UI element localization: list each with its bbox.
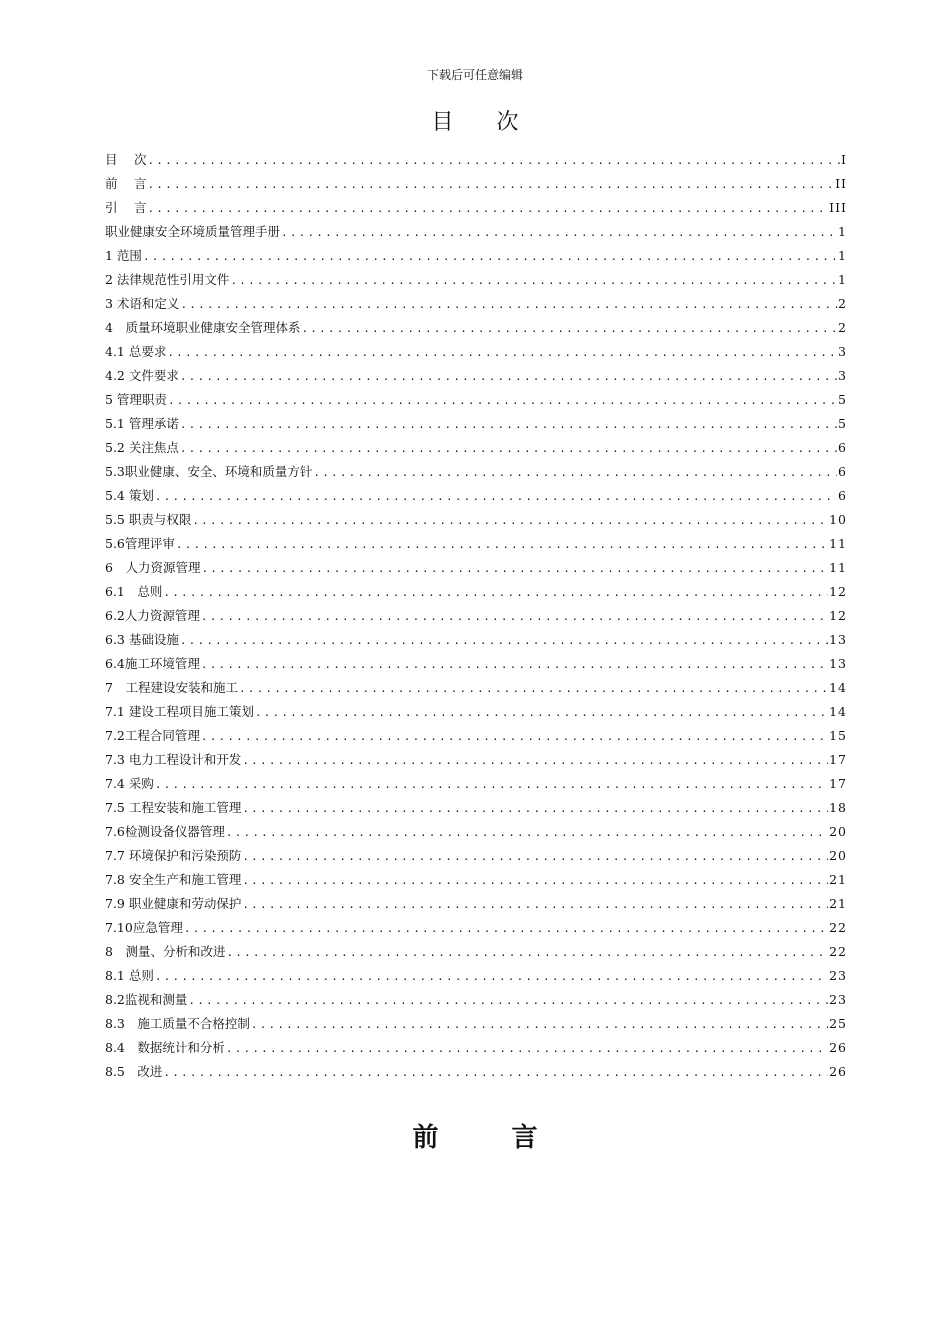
toc-entry[interactable]: [105, 988, 847, 1012]
toc-entry[interactable]: [105, 676, 847, 700]
toc-entry-label: 8 测量、分析和改进: [105, 944, 226, 959]
toc-entry[interactable]: [105, 772, 847, 796]
toc-entry[interactable]: [105, 844, 847, 868]
toc-entry-page-number: 26: [829, 1040, 847, 1055]
toc-entry-label: 5.5 职责与权限: [105, 512, 192, 527]
toc-dot-leader: [242, 869, 828, 892]
toc-entry[interactable]: [105, 628, 847, 652]
toc-dot-leader: [155, 485, 837, 508]
toc-entry-label: 8.3 施工质量不合格控制: [105, 1016, 250, 1031]
toc-entry-page-number: 17: [829, 776, 847, 791]
toc-dot-leader: [201, 653, 828, 676]
toc-entry[interactable]: [105, 340, 847, 364]
toc-entry-page-number: 21: [829, 896, 847, 911]
toc-entry-page-number: 13: [829, 632, 847, 647]
toc-entry[interactable]: [105, 412, 847, 436]
toc-entry[interactable]: [105, 364, 847, 388]
toc-entry[interactable]: [105, 196, 847, 220]
toc-entry-page-number: 10: [829, 512, 847, 527]
toc-entry-label: 7.8 安全生产和施工管理: [105, 872, 242, 887]
toc-entry[interactable]: [105, 916, 847, 940]
toc-entry-page-number: III: [829, 200, 847, 215]
toc-entry[interactable]: [105, 244, 847, 268]
toc-dot-leader: [255, 701, 828, 724]
toc-entry-page-number: 23: [829, 968, 847, 983]
toc-entry[interactable]: [105, 868, 847, 892]
toc-entry-page-number: 6: [838, 440, 847, 455]
toc-dot-leader: [188, 989, 828, 1012]
toc-entry-label: 8.2监视和测量: [105, 992, 188, 1007]
toc-entry-label: 职业健康安全环境质量管理手册: [105, 224, 281, 239]
toc-entry-page-number: 1: [838, 248, 847, 263]
toc-entry-page-number: 25: [829, 1016, 847, 1031]
table-of-contents: [105, 148, 847, 1084]
toc-dot-leader: [155, 773, 828, 796]
toc-dot-leader: [226, 941, 828, 964]
toc-dot-leader: [226, 821, 828, 844]
toc-entry-page-number: 11: [829, 536, 847, 551]
toc-entry-label: 7.7 环境保护和污染预防: [105, 848, 242, 863]
toc-entry[interactable]: [105, 268, 847, 292]
toc-entry-page-number: 6: [838, 488, 847, 503]
toc-entry-label: 目 次: [105, 152, 147, 167]
toc-dot-leader: [242, 797, 828, 820]
toc-entry[interactable]: [105, 940, 847, 964]
toc-dot-leader: [242, 749, 828, 772]
toc-entry[interactable]: [105, 964, 847, 988]
header-note: 下载后可任意编辑: [426, 68, 523, 82]
toc-entry-label: 6.1 总则: [105, 584, 163, 599]
toc-entry[interactable]: [105, 436, 847, 460]
toc-entry-page-number: 3: [838, 368, 847, 383]
toc-entry[interactable]: [105, 484, 847, 508]
toc-dot-leader: [251, 1013, 828, 1036]
toc-entry-page-number: 11: [829, 560, 847, 575]
toc-entry[interactable]: [105, 796, 847, 820]
toc-dot-leader: [242, 845, 828, 868]
toc-entry-label: 3 术语和定义: [105, 296, 180, 311]
toc-dot-leader: [147, 173, 834, 196]
toc-entry-label: 7.9 职业健康和劳动保护: [105, 896, 242, 911]
toc-entry-label: 8.4 数据统计和分析: [105, 1040, 225, 1055]
toc-entry-label: 7.4 采购: [105, 776, 154, 791]
toc-dot-leader: [180, 293, 837, 316]
toc-dot-leader: [201, 605, 828, 628]
toc-dot-leader: [168, 389, 837, 412]
toc-dot-leader: [155, 965, 828, 988]
toc-entry-label: 7.6检测设备仪器管理: [105, 824, 225, 839]
toc-entry-label: 4.1 总要求: [105, 344, 167, 359]
toc-entry[interactable]: [105, 1012, 847, 1036]
toc-entry-label: 7.10应急管理: [105, 920, 183, 935]
toc-entry[interactable]: [105, 460, 847, 484]
toc-entry-page-number: 14: [829, 704, 847, 719]
toc-entry[interactable]: [105, 316, 847, 340]
toc-entry-page-number: 18: [829, 800, 847, 815]
toc-entry-page-number: 5: [838, 392, 847, 407]
toc-entry-label: 5.4 策划: [105, 488, 154, 503]
toc-entry-label: 6.4施工环境管理: [105, 656, 200, 671]
toc-entry-label: 4.2 文件要求: [105, 368, 179, 383]
toc-entry-label: 7.5 工程安装和施工管理: [105, 800, 242, 815]
toc-entry-page-number: 17: [829, 752, 847, 767]
toc-dot-leader: [147, 149, 840, 172]
toc-entry-page-number: 20: [829, 824, 847, 839]
toc-entry-label: 引 言: [105, 200, 147, 215]
toc-entry-label: 8.5 改进: [105, 1064, 163, 1079]
toc-entry-label: 8.1 总则: [105, 968, 154, 983]
toc-entry-label: 5.6管理评审: [105, 536, 175, 551]
toc-entry-page-number: 2: [838, 296, 847, 311]
toc-entry-page-number: 22: [829, 920, 847, 935]
toc-entry-page-number: 13: [829, 656, 847, 671]
toc-entry-label: 1 范围: [105, 248, 142, 263]
toc-entry-label: 7.2工程合同管理: [105, 728, 200, 743]
toc-entry-label: 前 言: [105, 176, 147, 191]
toc-entry-page-number: 22: [829, 944, 847, 959]
toc-entry-label: 4 质量环境职业健康安全管理体系: [105, 320, 301, 335]
toc-entry[interactable]: [105, 748, 847, 772]
toc-entry[interactable]: [105, 388, 847, 412]
toc-entry-page-number: 12: [829, 584, 847, 599]
toc-dot-leader: [201, 557, 828, 580]
toc-dot-leader: [313, 461, 837, 484]
toc-entry[interactable]: [105, 724, 847, 748]
toc-entry[interactable]: [105, 292, 847, 316]
toc-dot-leader: [180, 365, 837, 388]
toc-dot-leader: [180, 629, 828, 652]
toc-dot-leader: [180, 437, 837, 460]
toc-entry-label: 6.3 基础设施: [105, 632, 179, 647]
toc-entry-page-number: 20: [829, 848, 847, 863]
toc-dot-leader: [242, 893, 828, 916]
toc-entry[interactable]: [105, 820, 847, 844]
toc-entry-page-number: 15: [829, 728, 847, 743]
toc-entry[interactable]: [105, 604, 847, 628]
toc-entry-page-number: 5: [838, 416, 847, 431]
toc-dot-leader: [192, 509, 828, 532]
toc-entry-page-number: 26: [829, 1064, 847, 1079]
toc-entry[interactable]: [105, 892, 847, 916]
toc-entry-page-number: 2: [838, 320, 847, 335]
toc-dot-leader: [163, 1061, 828, 1084]
toc-dot-leader: [201, 725, 828, 748]
toc-entry[interactable]: [105, 1036, 847, 1060]
toc-dot-leader: [143, 245, 837, 268]
toc-entry[interactable]: [105, 1060, 847, 1084]
toc-entry[interactable]: [105, 532, 847, 556]
toc-entry-page-number: I: [841, 152, 847, 167]
toc-dot-leader: [184, 917, 828, 940]
toc-entry[interactable]: [105, 508, 847, 532]
toc-entry[interactable]: [105, 556, 847, 580]
toc-dot-leader: [176, 533, 828, 556]
toc-entry-label: 5 管理职责: [105, 392, 167, 407]
preface-title: 前 言: [412, 1123, 570, 1153]
toc-dot-leader: [281, 221, 837, 244]
toc-entry-page-number: 14: [829, 680, 847, 695]
toc-entry[interactable]: [105, 652, 847, 676]
toc-entry-page-number: 12: [829, 608, 847, 623]
toc-dot-leader: [167, 341, 837, 364]
toc-entry-page-number: 21: [829, 872, 847, 887]
toc-entry-page-number: 6: [838, 464, 847, 479]
toc-entry-page-number: 1: [838, 272, 847, 287]
toc-entry-page-number: 1: [838, 224, 847, 239]
toc-dot-leader: [163, 581, 828, 604]
toc-entry[interactable]: [105, 148, 847, 172]
toc-entry-page-number: 3: [838, 344, 847, 359]
toc-dot-leader: [226, 1037, 828, 1060]
toc-entry[interactable]: [105, 700, 847, 724]
toc-entry-label: 7 工程建设安装和施工: [105, 680, 238, 695]
toc-entry-label: 7.1 建设工程项目施工策划: [105, 704, 254, 719]
toc-entry[interactable]: [105, 172, 847, 196]
toc-dot-leader: [239, 677, 828, 700]
toc-entry[interactable]: [105, 580, 847, 604]
toc-dot-leader: [230, 269, 837, 292]
toc-entry-label: 2 法律规范性引用文件: [105, 272, 230, 287]
toc-entry-label: 5.2 关注焦点: [105, 440, 179, 455]
toc-entry-label: 5.1 管理承诺: [105, 416, 179, 431]
toc-entry-label: 6 人力资源管理: [105, 560, 201, 575]
toc-entry-page-number: II: [835, 176, 847, 191]
toc-entry-page-number: 23: [829, 992, 847, 1007]
toc-dot-leader: [147, 197, 828, 220]
toc-dot-leader: [180, 413, 837, 436]
toc-dot-leader: [301, 317, 837, 340]
toc-entry-label: 7.3 电力工程设计和开发: [105, 752, 242, 767]
toc-entry-label: 5.3职业健康、安全、环境和质量方针: [105, 464, 313, 479]
toc-entry[interactable]: [105, 220, 847, 244]
toc-entry-label: 6.2人力资源管理: [105, 608, 200, 623]
toc-title: 目 次: [431, 110, 537, 135]
